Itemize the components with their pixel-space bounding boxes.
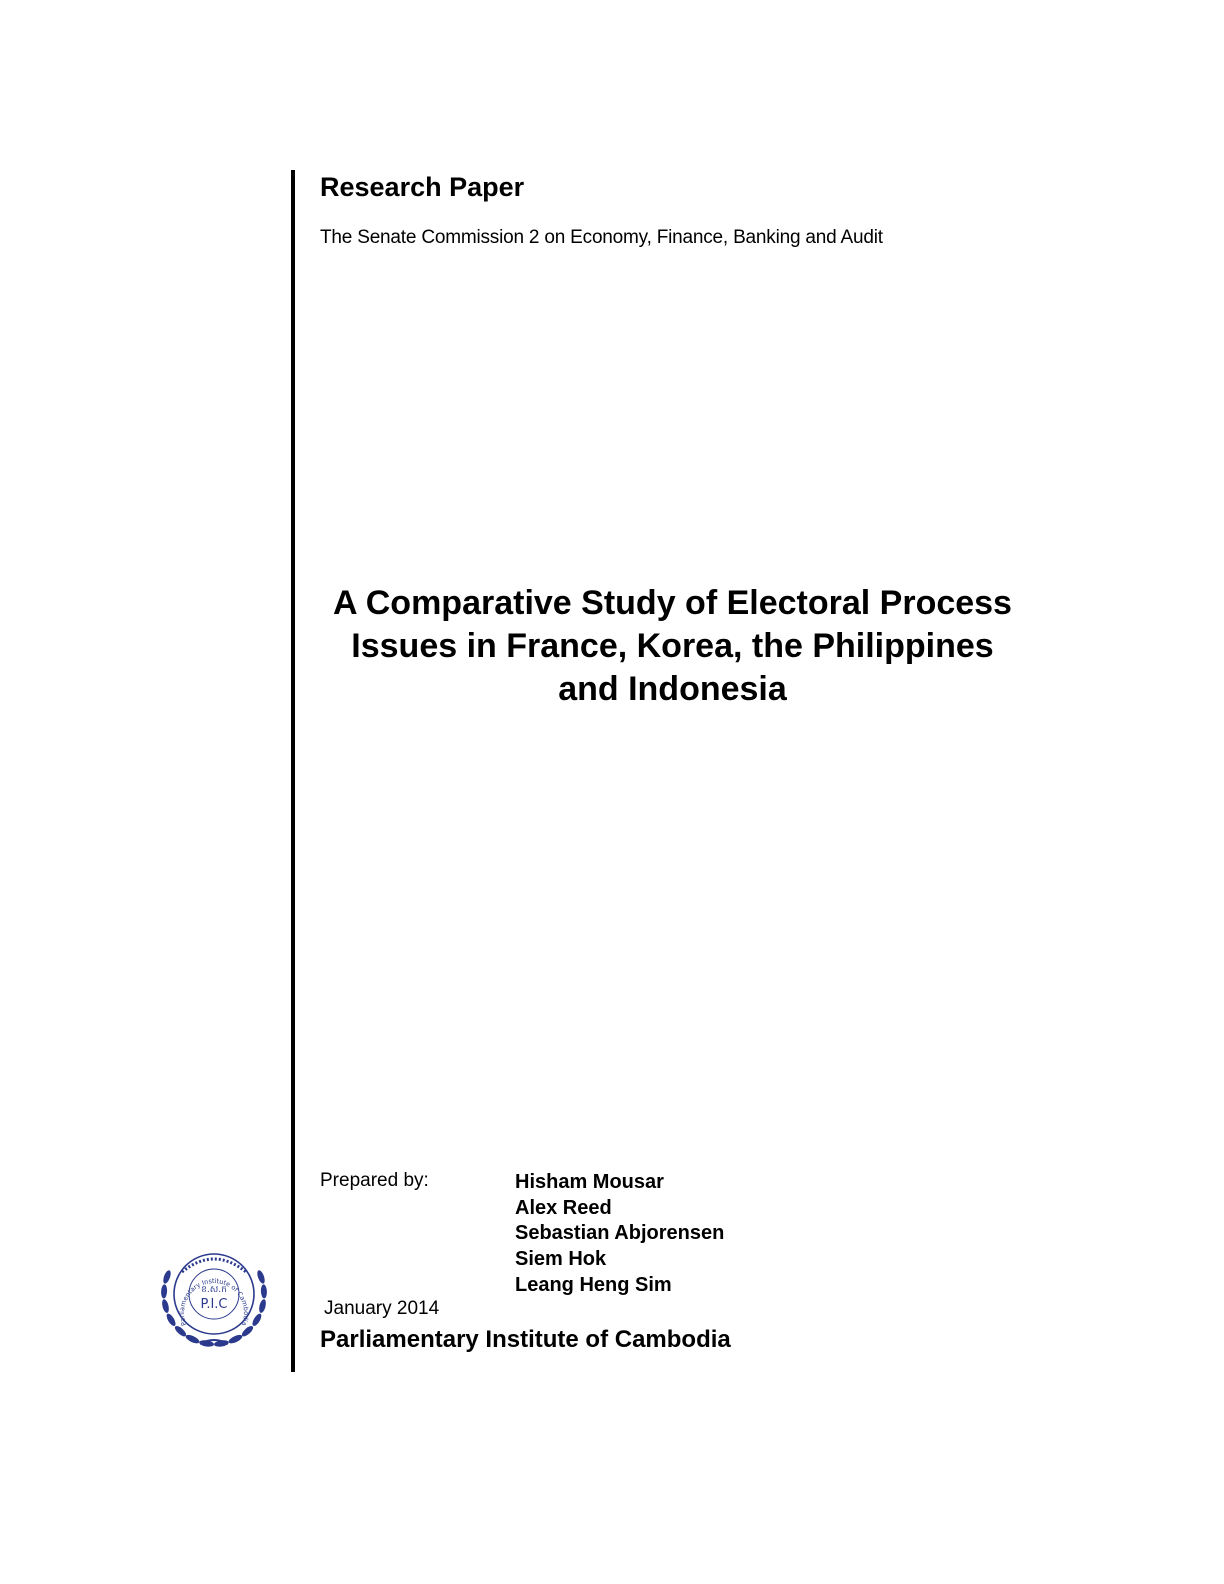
wreath-leaf bbox=[161, 1284, 168, 1298]
prepared-by-label: Prepared by: bbox=[320, 1170, 429, 1191]
institute-name: Parliamentary Institute of Cambodia bbox=[320, 1326, 731, 1353]
vertical-rule bbox=[291, 170, 295, 1372]
commission-name: The Senate Commission 2 on Economy, Finance, Banking and Audit bbox=[320, 227, 883, 248]
pic-logo bbox=[148, 1232, 280, 1356]
document-title bbox=[300, 582, 1045, 711]
author-name: Sebastian Abjorensen bbox=[515, 1222, 725, 1245]
title-line-2: Issues in France, Korea, the Philippines bbox=[351, 627, 994, 665]
author-name: Hisham Mousar bbox=[515, 1171, 664, 1193]
wreath-leaf bbox=[162, 1269, 172, 1284]
author-name: Alex Reed bbox=[515, 1196, 612, 1219]
logo-ring-text: Parliamentary Institute of Cambodia bbox=[177, 1277, 251, 1327]
title-line-1: A Comparative Study of Electoral Process bbox=[333, 584, 1012, 622]
publication-date: January 2014 bbox=[324, 1298, 440, 1319]
title-line-3: and Indonesia bbox=[558, 670, 787, 708]
wreath-leaf bbox=[240, 1324, 254, 1338]
wreath-leaf bbox=[165, 1312, 177, 1327]
author-list bbox=[515, 1170, 724, 1299]
logo-abbr: P.I.C bbox=[200, 1297, 228, 1312]
wreath-leaf bbox=[173, 1324, 187, 1338]
wreath-leaf bbox=[261, 1284, 268, 1298]
wreath-leaf bbox=[161, 1299, 170, 1314]
wreath-leaf bbox=[251, 1312, 263, 1327]
wreath-leaf bbox=[256, 1269, 266, 1284]
document-type: Research Paper bbox=[320, 172, 525, 202]
author-name: Siem Hok bbox=[515, 1248, 607, 1271]
author-name: Leang Heng Sim bbox=[515, 1273, 672, 1296]
wreath-leaf bbox=[258, 1299, 267, 1314]
logo-khmer-abbr: ខ.ស.ក bbox=[201, 1285, 227, 1295]
